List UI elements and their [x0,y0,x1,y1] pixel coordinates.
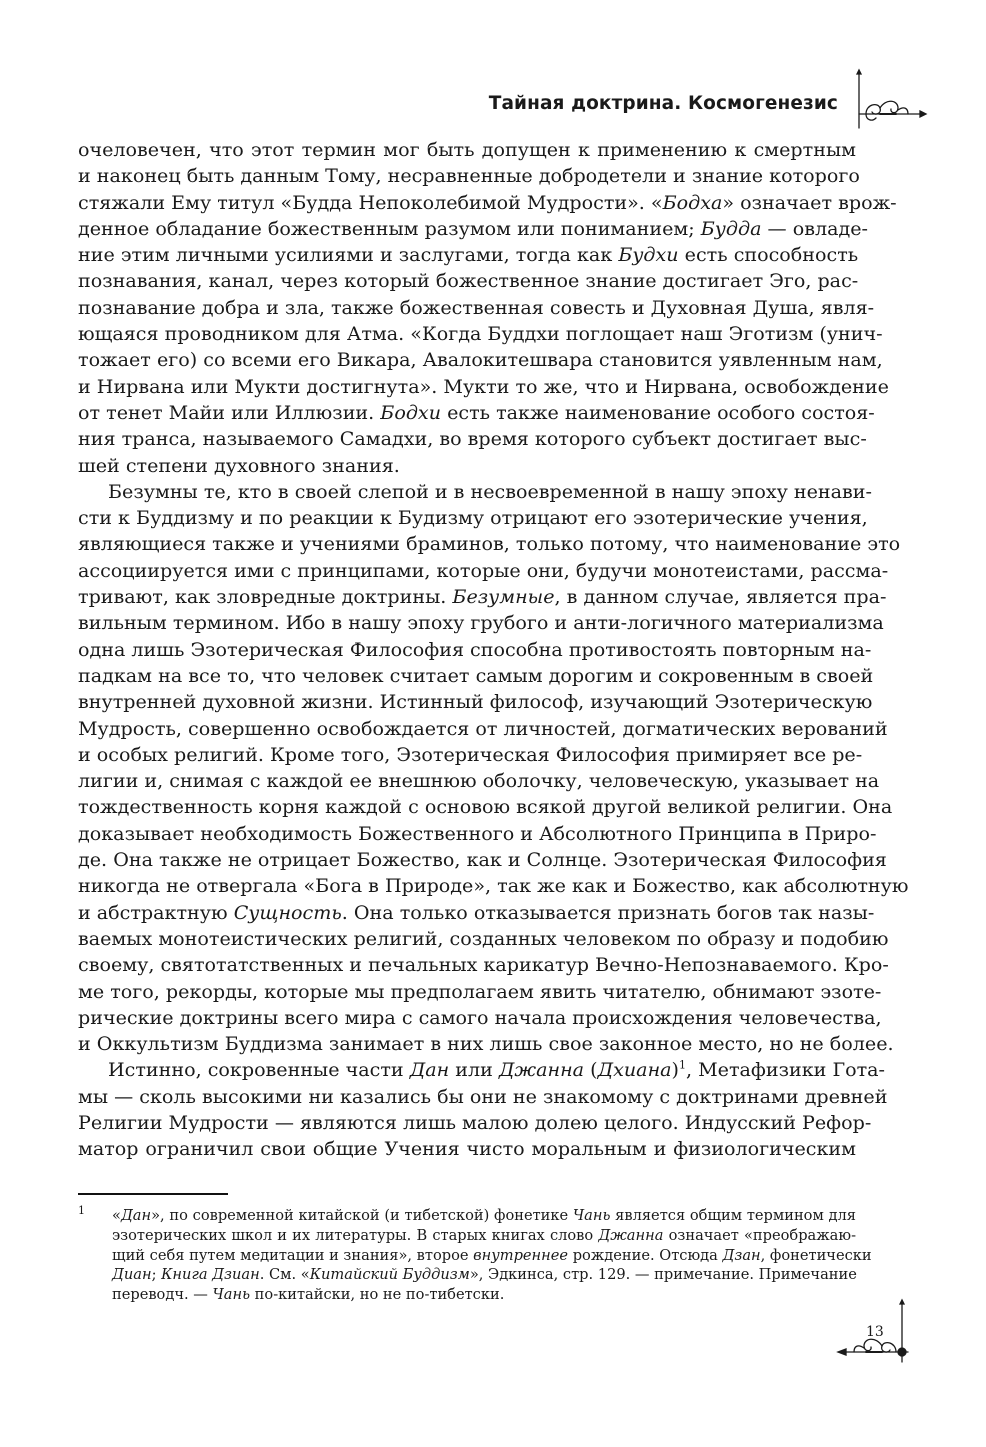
running-header [0,60,986,140]
text-line: и Нирвана или Мукти достигнута». Мукти то же, что и Нирвана, освобождение [78,374,889,398]
footnote-line: «Дан», по современной китайской (и тибетской) фонетике Чань является общим термином для [112,1207,856,1224]
footnote-number: 1 [78,1204,85,1217]
text-line: познавание добра и зла, также божественная совесть и Духовная Душа, явля- [78,295,875,319]
text-line: и Оккультизм Буддизма занимает в них лишь свое законное место, но не более. [78,1032,894,1056]
text-line: внутренней духовной жизни. Истинный философ, изучающий Эзотерическую [78,690,873,714]
text-line: ния транса, называемого Самадхи, во время которого субъект достигает выс- [78,427,867,451]
text-line: познавания, канал, через который божественное знание достигает Эго, рас- [78,269,859,293]
text-line: Религии Мудрости — являются лишь малою долею целого. Индусский Рефор- [78,1110,872,1134]
text-line: вильным термином. Ибо в нашу эпоху грубого и анти-логичного материализма [78,611,884,635]
text-line: ние этим личными усилиями и заслугами, тогда как Будхи есть способность [78,243,859,267]
text-line: мы — сколь высокими ни казались бы они не знакомому с доктринами древней [78,1084,888,1108]
text-line: ме того, рекорды, которые мы предполагаем явить читателю, обнимают эзоте- [78,979,882,1003]
text-line: ющаяся проводником для Атма. «Когда Буддхи поглощает наш Эготизм (унич- [78,322,883,346]
text-line: де. Она также не отрицает Божество, как и Солнце. Эзотерическая Философия [78,848,887,872]
scroll-ornament-icon [836,68,928,130]
text-line: Истинно, сокровенные части Дан или Джанна (Дхиана)$^1$, Метафизики Гота- [108,1058,885,1082]
paragraph-1 [78,137,897,479]
footnote-line: переводч. — Чань по-китайски, но не по-тибетски. [112,1286,505,1304]
text-line: тожает его) со всеми его Викара, Авалокитешвара становится уявленным нам, [78,348,883,372]
text-line: Мудрость, совершенно освобождается от личностей, догматических верований [78,716,888,740]
text-line: ассоциируется ими с принципами, которые они, будучи монотеистами, рассма- [78,558,889,582]
footnote-line: щий себя путем медитации и знания», второе внутреннее рождение. Отсюда Дзан, фонетически [112,1246,872,1264]
text-line: стяжали Ему титул «Будда Непоколебимой Мудрости». «Бодха» означает врож- [78,190,897,214]
footnote-line: Диан; Книга Дзиан. См. «Китайский Буддизм», Эдкинса, стр. 129. — примечание. Примечание [112,1266,857,1284]
text-line: доказывает необходимость Божественного и Абсолютного Принципа в Приро- [78,821,877,845]
paragraph-3 [78,1057,888,1162]
text-line: тривают, как зловредные доктрины. Безумные, в данном случае, является пра- [78,585,887,609]
text-line: одна лишь Эзотерическая Философия способна противостоять повторным на- [78,637,872,661]
text-line: Безумны те, кто в своей слепой и в несвоевременной в нашу эпоху ненави- [108,479,872,503]
main-text [78,137,909,1163]
text-line: очеловечен, что этот термин мог быть допущен к применению к смертным [78,138,856,161]
paragraph-2 [78,479,909,1058]
text-line: никогда не отвергала «Бога в Природе», так же как и Божество, как абсолютную [78,874,909,898]
footnote-separator [78,1193,228,1195]
page-number: 13 [866,1324,884,1340]
footnote-line: эзотерических школ и их литературы. В старых книгах слово Джанна означает «преображаю- [112,1226,856,1244]
text-line: от тенет Майи или Иллюзии. Бодхи есть также наименование особого состоя- [78,400,875,424]
text-line: и особых религий. Кроме того, Эзотерическая Философия примиряет все ре- [78,742,863,766]
text-line: являющиеся также и учениями браминов, только потому, что наименование это [78,532,901,556]
text-line: рические доктрины всего мира с самого начала происхождения человечества, [78,1005,882,1029]
running-header-title: Тайная доктрина. Космогенезис [488,93,838,114]
text-line: сти к Буддизму и по реакции к Будизму отрицают его эзотерические учения, [78,506,868,530]
text-line: денное обладание божественным разумом или пониманием; Будда — овладе- [78,216,868,240]
text-line: шей степени духовного знания. [78,453,400,477]
text-line: тождественность корня каждой с основою всякой другой великой религии. Она [78,795,893,819]
text-line: ваемых монотеистических религий, созданных человеком по образу и подобию [78,926,889,950]
text-line: своему, святотатственных и печальных карикатур Вечно-Непознаваемого. Кро- [78,953,889,977]
text-line: и наконец быть данным Тому, несравненные добродетели и знание которого [78,164,860,188]
scroll-ornament-icon [836,1298,928,1368]
text-line: матор ограничил свои общие Учения чисто моральным и физиологическим [78,1137,856,1161]
text-line: и абстрактную Сущность. Она только отказывается признать богов так назы- [78,900,875,924]
footnote-ref: 1 [678,1059,686,1073]
text-line: падкам на все то, что человек считает самым дорогим и сокровенным в своей [78,663,874,687]
text-line: лигии и, снимая с каждой ее внешнюю оболочку, человеческую, указывает на [78,769,880,793]
footnote-text [112,1206,872,1305]
